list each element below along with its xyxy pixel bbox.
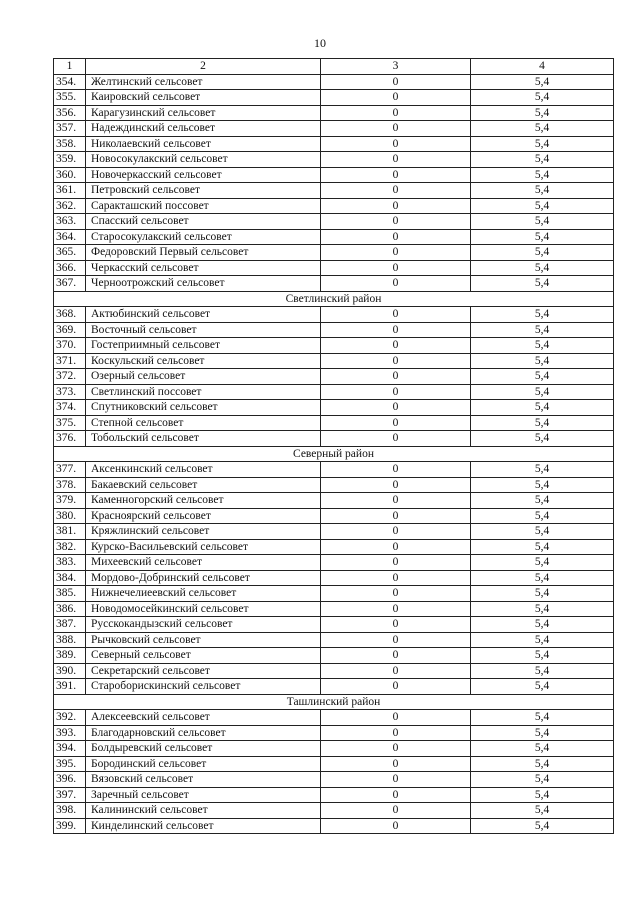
row-name: Каировский сельсовет [86,90,321,106]
row-name: Новочеркасский сельсовет [86,167,321,183]
table-row [54,167,614,183]
row-number: 368. [54,307,86,323]
table-row [54,136,614,152]
row-number: 389. [54,648,86,664]
row-name: Секретарский сельсовет [86,663,321,679]
row-name: Кинделинский сельсовет [86,818,321,834]
row-number: 382. [54,539,86,555]
table-row [54,152,614,168]
row-number: 396. [54,772,86,788]
table-row [54,338,614,354]
row-number: 356. [54,105,86,121]
row-value-col4: 5,4 [471,601,614,617]
row-value-col3: 0 [321,632,471,648]
row-value-col4: 5,4 [471,431,614,447]
table-row [54,741,614,757]
row-name: Русскокандызский сельсовет [86,617,321,633]
row-value-col4: 5,4 [471,710,614,726]
row-value-col3: 0 [321,648,471,664]
table-row [54,493,614,509]
row-value-col3: 0 [321,198,471,214]
row-value-col4: 5,4 [471,663,614,679]
row-name: Кряжлинский сельсовет [86,524,321,540]
row-value-col3: 0 [321,601,471,617]
row-value-col3: 0 [321,384,471,400]
table-row [54,787,614,803]
table-row [54,601,614,617]
row-value-col4: 5,4 [471,369,614,385]
row-value-col4: 5,4 [471,586,614,602]
table-row [54,818,614,834]
district-title: Ташлинский район [54,694,614,710]
table-row [54,260,614,276]
row-number: 357. [54,121,86,137]
table-row [54,772,614,788]
table-row [54,322,614,338]
row-value-col3: 0 [321,431,471,447]
table-row [54,384,614,400]
district-title: Северный район [54,446,614,462]
row-name: Курско-Васильевский сельсовет [86,539,321,555]
row-number: 381. [54,524,86,540]
table-row [54,570,614,586]
table-row [54,617,614,633]
row-number: 366. [54,260,86,276]
table-row [54,648,614,664]
row-value-col4: 5,4 [471,198,614,214]
row-number: 387. [54,617,86,633]
row-value-col3: 0 [321,136,471,152]
municipalities-table [53,58,614,834]
row-value-col4: 5,4 [471,384,614,400]
row-name: Гостеприимный сельсовет [86,338,321,354]
row-value-col4: 5,4 [471,632,614,648]
row-number: 392. [54,710,86,726]
row-value-col4: 5,4 [471,105,614,121]
row-value-col4: 5,4 [471,772,614,788]
row-value-col3: 0 [321,167,471,183]
table-row [54,74,614,90]
row-number: 354. [54,74,86,90]
row-number: 371. [54,353,86,369]
row-number: 364. [54,229,86,245]
row-value-col4: 5,4 [471,648,614,664]
table-row [54,214,614,230]
table-row [54,183,614,199]
row-number: 388. [54,632,86,648]
row-name: Староборискинский сельсовет [86,679,321,695]
row-value-col3: 0 [321,415,471,431]
row-name: Желтинский сельсовет [86,74,321,90]
column-header: 1 [54,59,86,75]
row-name: Тобольский сельсовет [86,431,321,447]
row-value-col3: 0 [321,570,471,586]
row-value-col4: 5,4 [471,74,614,90]
row-value-col4: 5,4 [471,322,614,338]
row-value-col3: 0 [321,260,471,276]
row-value-col4: 5,4 [471,477,614,493]
column-header: 2 [86,59,321,75]
table-row [54,245,614,261]
row-name: Вязовский сельсовет [86,772,321,788]
table-row [54,539,614,555]
row-value-col4: 5,4 [471,803,614,819]
row-name: Мордово-Добринский сельсовет [86,570,321,586]
row-value-col3: 0 [321,725,471,741]
row-name: Спутниковский сельсовет [86,400,321,416]
table-row [54,307,614,323]
row-number: 380. [54,508,86,524]
row-value-col3: 0 [321,663,471,679]
row-value-col3: 0 [321,617,471,633]
row-value-col3: 0 [321,276,471,292]
table-row [54,415,614,431]
district-section-row [54,291,614,307]
row-number: 393. [54,725,86,741]
table-row [54,632,614,648]
row-name: Черноотрожский сельсовет [86,276,321,292]
row-name: Новодомосейкинский сельсовет [86,601,321,617]
row-number: 376. [54,431,86,447]
row-value-col3: 0 [321,679,471,695]
row-value-col4: 5,4 [471,400,614,416]
row-value-col4: 5,4 [471,353,614,369]
district-section-row [54,446,614,462]
row-number: 370. [54,338,86,354]
row-value-col3: 0 [321,508,471,524]
district-section-row [54,694,614,710]
row-value-col4: 5,4 [471,462,614,478]
row-number: 398. [54,803,86,819]
column-header: 4 [471,59,614,75]
row-value-col4: 5,4 [471,276,614,292]
table-row [54,121,614,137]
table-row [54,369,614,385]
row-value-col3: 0 [321,105,471,121]
row-number: 359. [54,152,86,168]
row-value-col3: 0 [321,353,471,369]
table-row [54,90,614,106]
row-number: 358. [54,136,86,152]
row-value-col3: 0 [321,229,471,245]
row-name: Федоровский Первый сельсовет [86,245,321,261]
table-row [54,586,614,602]
row-value-col3: 0 [321,74,471,90]
table-body [54,59,614,834]
table-row [54,276,614,292]
row-value-col3: 0 [321,322,471,338]
row-value-col4: 5,4 [471,493,614,509]
row-value-col3: 0 [321,462,471,478]
row-name: Восточный сельсовет [86,322,321,338]
row-value-col4: 5,4 [471,183,614,199]
row-name: Актюбинский сельсовет [86,307,321,323]
table-row [54,555,614,571]
table-row [54,431,614,447]
row-value-col4: 5,4 [471,167,614,183]
row-number: 386. [54,601,86,617]
row-name: Степной сельсовет [86,415,321,431]
row-number: 391. [54,679,86,695]
row-name: Алексеевский сельсовет [86,710,321,726]
row-value-col3: 0 [321,90,471,106]
row-value-col4: 5,4 [471,818,614,834]
row-value-col4: 5,4 [471,725,614,741]
row-number: 367. [54,276,86,292]
row-value-col4: 5,4 [471,260,614,276]
row-value-col4: 5,4 [471,229,614,245]
row-value-col4: 5,4 [471,214,614,230]
row-value-col4: 5,4 [471,741,614,757]
table-row [54,663,614,679]
row-value-col3: 0 [321,741,471,757]
row-number: 397. [54,787,86,803]
row-name: Надеждинский сельсовет [86,121,321,137]
row-value-col4: 5,4 [471,508,614,524]
row-number: 374. [54,400,86,416]
table-row [54,725,614,741]
table-row [54,198,614,214]
row-number: 365. [54,245,86,261]
row-number: 394. [54,741,86,757]
row-value-col3: 0 [321,400,471,416]
district-title: Светлинский район [54,291,614,307]
row-number: 369. [54,322,86,338]
row-name: Коскульский сельсовет [86,353,321,369]
table-row [54,229,614,245]
row-value-col3: 0 [321,338,471,354]
table-row [54,803,614,819]
column-header: 3 [321,59,471,75]
table-row [54,105,614,121]
row-number: 378. [54,477,86,493]
row-value-col3: 0 [321,756,471,772]
row-name: Карагузинский сельсовет [86,105,321,121]
row-number: 395. [54,756,86,772]
row-value-col4: 5,4 [471,152,614,168]
row-value-col3: 0 [321,586,471,602]
row-number: 361. [54,183,86,199]
row-name: Болдыревский сельсовет [86,741,321,757]
row-value-col4: 5,4 [471,307,614,323]
row-value-col3: 0 [321,152,471,168]
row-value-col4: 5,4 [471,136,614,152]
row-name: Новосокулакский сельсовет [86,152,321,168]
row-number: 385. [54,586,86,602]
table-row [54,679,614,695]
row-value-col3: 0 [321,555,471,571]
row-number: 362. [54,198,86,214]
row-number: 373. [54,384,86,400]
row-value-col4: 5,4 [471,524,614,540]
table-row [54,353,614,369]
row-name: Старосокулакский сельсовет [86,229,321,245]
row-name: Михеевский сельсовет [86,555,321,571]
row-value-col3: 0 [321,245,471,261]
row-value-col4: 5,4 [471,90,614,106]
table-row [54,756,614,772]
row-number: 390. [54,663,86,679]
row-number: 355. [54,90,86,106]
row-value-col3: 0 [321,818,471,834]
row-number: 360. [54,167,86,183]
page-number: 10 [314,36,326,50]
row-value-col3: 0 [321,539,471,555]
row-value-col4: 5,4 [471,415,614,431]
row-value-col3: 0 [321,524,471,540]
row-number: 383. [54,555,86,571]
row-name: Аксенкинский сельсовет [86,462,321,478]
row-number: 377. [54,462,86,478]
row-name: Бакаевский сельсовет [86,477,321,493]
row-name: Бородинский сельсовет [86,756,321,772]
row-name: Петровский сельсовет [86,183,321,199]
row-value-col4: 5,4 [471,787,614,803]
row-value-col4: 5,4 [471,617,614,633]
row-name: Рычковский сельсовет [86,632,321,648]
table-row [54,477,614,493]
row-value-col4: 5,4 [471,756,614,772]
row-name: Красноярский сельсовет [86,508,321,524]
row-value-col4: 5,4 [471,245,614,261]
row-value-col4: 5,4 [471,679,614,695]
row-name: Калининский сельсовет [86,803,321,819]
row-number: 372. [54,369,86,385]
table-row [54,710,614,726]
row-value-col3: 0 [321,307,471,323]
row-value-col3: 0 [321,477,471,493]
row-name: Северный сельсовет [86,648,321,664]
row-name: Благодарновский сельсовет [86,725,321,741]
row-value-col3: 0 [321,183,471,199]
row-name: Светлинский поссовет [86,384,321,400]
row-name: Саракташский поссовет [86,198,321,214]
row-name: Спасский сельсовет [86,214,321,230]
row-value-col3: 0 [321,369,471,385]
table-row [54,524,614,540]
row-number: 399. [54,818,86,834]
table-header-row [54,59,614,75]
row-name: Черкасский сельсовет [86,260,321,276]
row-name: Каменногорский сельсовет [86,493,321,509]
row-value-col3: 0 [321,787,471,803]
row-name: Николаевский сельсовет [86,136,321,152]
row-number: 363. [54,214,86,230]
row-value-col4: 5,4 [471,338,614,354]
row-number: 384. [54,570,86,586]
row-value-col3: 0 [321,121,471,137]
row-name: Озерный сельсовет [86,369,321,385]
row-value-col4: 5,4 [471,539,614,555]
row-value-col4: 5,4 [471,121,614,137]
row-value-col4: 5,4 [471,555,614,571]
table-row [54,462,614,478]
row-value-col3: 0 [321,710,471,726]
table-row [54,508,614,524]
row-value-col3: 0 [321,214,471,230]
row-name: Заречный сельсовет [86,787,321,803]
table-row [54,400,614,416]
row-value-col3: 0 [321,803,471,819]
row-value-col3: 0 [321,772,471,788]
row-number: 375. [54,415,86,431]
row-value-col4: 5,4 [471,570,614,586]
row-name: Нижнечелиеевский сельсовет [86,586,321,602]
row-value-col3: 0 [321,493,471,509]
row-number: 379. [54,493,86,509]
